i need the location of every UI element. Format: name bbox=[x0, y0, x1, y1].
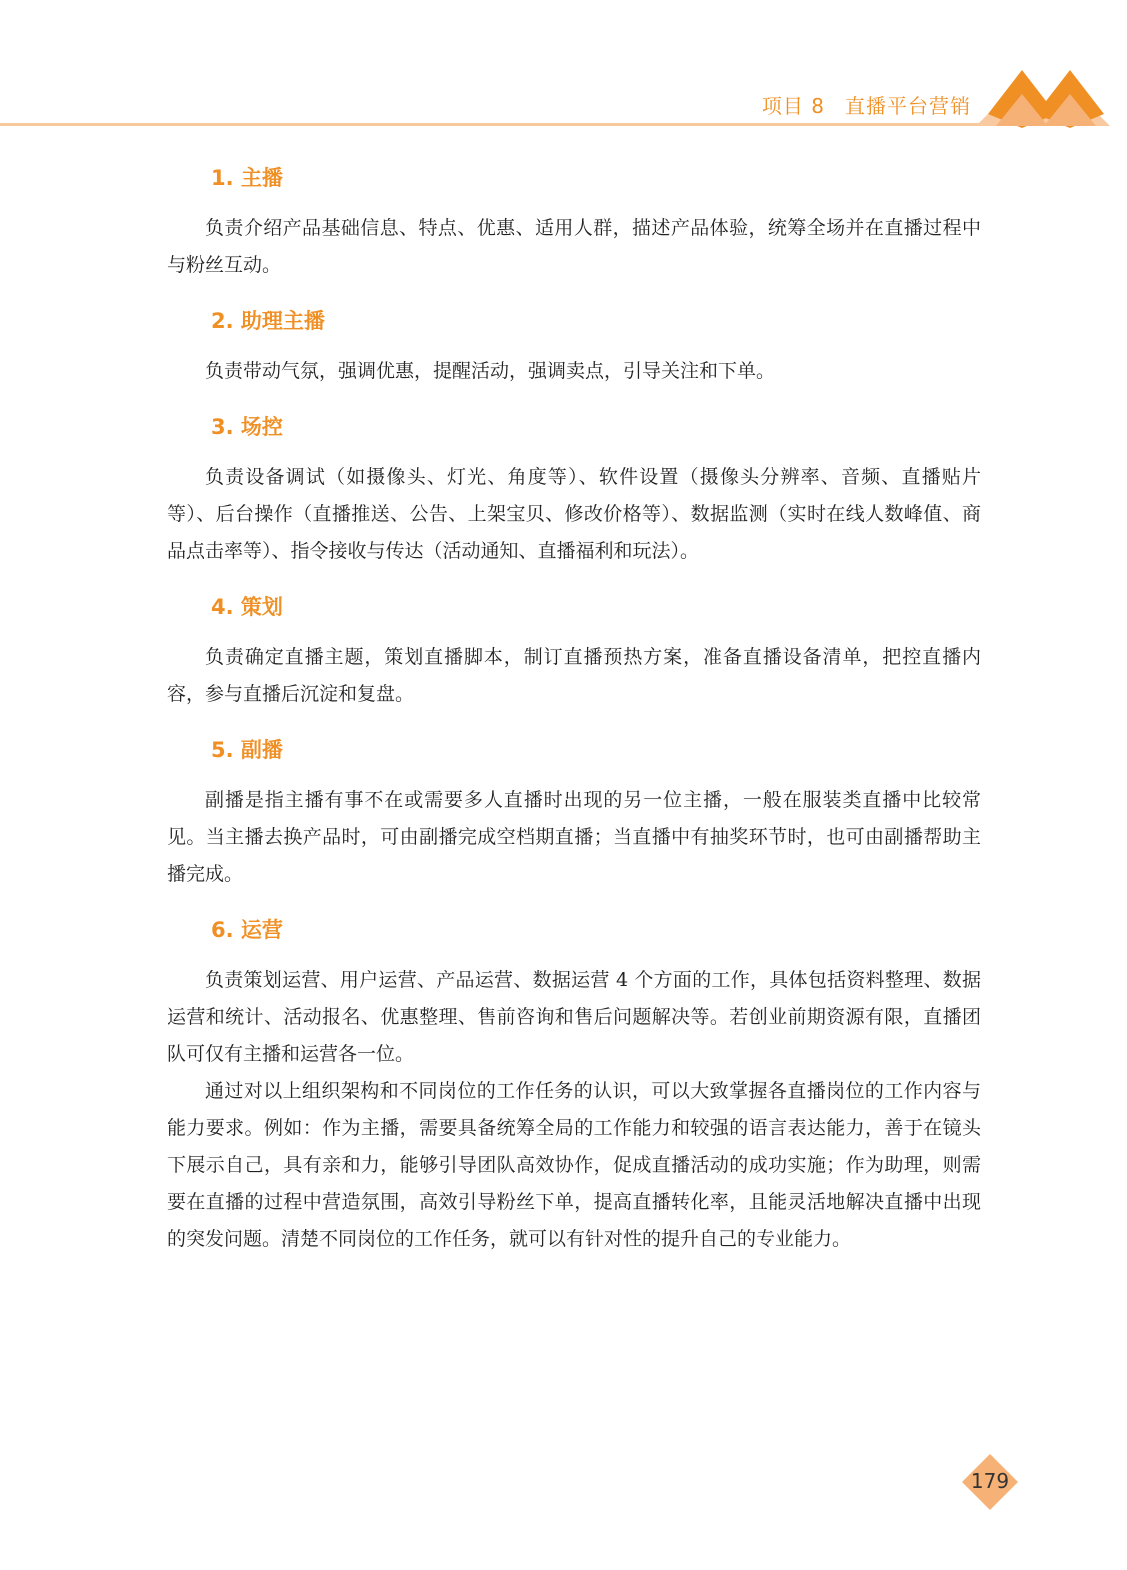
section-paragraph: 负责设备调试（如摄像头、灯光、角度等）、软件设置（摄像头分辨率、音频、直播贴片等）、后台操作（直播推送、公告、上架宝贝、修改价格等）、数据监测（实时在线人数峰值、商品点击率等）、指令接收与传达（活动通知、直播福利和玩法）。 bbox=[167, 466, 981, 562]
section-title: 2. 助理主播 bbox=[211, 309, 325, 333]
project-title: 直播平台营销 bbox=[845, 94, 971, 118]
running-header bbox=[762, 90, 971, 119]
page-content bbox=[167, 158, 981, 1258]
section-paragraph: 负责介绍产品基础信息、特点、优惠、适用人群，描述产品体验，统筹全场并在直播过程中与粉丝互动。 bbox=[167, 217, 981, 276]
header-rule bbox=[0, 123, 985, 126]
section-title: 4. 策划 bbox=[211, 595, 283, 619]
section-title: 1. 主播 bbox=[211, 166, 283, 190]
header-diamond-decoration bbox=[976, 66, 1110, 128]
section-paragraph: 负责策划运营、用户运营、产品运营、数据运营 4 个方面的工作，具体包括资料整理、数据运营和统计、活动报名、优惠整理、售前咨询和售后问题解决等。若创业前期资源有限，直播团队可仅有主播和运营各一位。 bbox=[167, 969, 981, 1065]
section-title: 3. 场控 bbox=[211, 415, 283, 439]
project-number: 项目 8 bbox=[761, 94, 825, 118]
page-number-badge bbox=[960, 1452, 1020, 1512]
page-number: 179 bbox=[970, 1469, 1010, 1493]
summary-paragraph: 通过对以上组织架构和不同岗位的工作任务的认识，可以大致掌握各直播岗位的工作内容与能力要求。例如：作为主播，需要具备统筹全局的工作能力和较强的语言表达能力，善于在镜头下展示自己，具有亲和力，能够引导团队高效协作，促成直播活动的成功实施；作为助理，则需要在直播的过程中营造氛围，高效引导粉丝下单，提高直播转化率，且能灵活地解决直播中出现的突发问题。清楚不同岗位的工作任务，就可以有针对性的提升自己的专业能力。 bbox=[167, 1080, 981, 1250]
section-title: 5. 副播 bbox=[211, 738, 283, 762]
section-title: 6. 运营 bbox=[211, 918, 283, 942]
section-paragraph: 负责确定直播主题，策划直播脚本，制订直播预热方案，准备直播设备清单，把控直播内容，参与直播后沉淀和复盘。 bbox=[167, 646, 981, 705]
section-paragraph: 负责带动气氛，强调优惠，提醒活动，强调卖点，引导关注和下单。 bbox=[205, 360, 776, 382]
section-paragraph: 副播是指主播有事不在或需要多人直播时出现的另一位主播，一般在服装类直播中比较常见。当主播去换产品时，可由副播完成空档期直播；当直播中有抽奖环节时，也可由副播帮助主播完成。 bbox=[167, 789, 981, 885]
